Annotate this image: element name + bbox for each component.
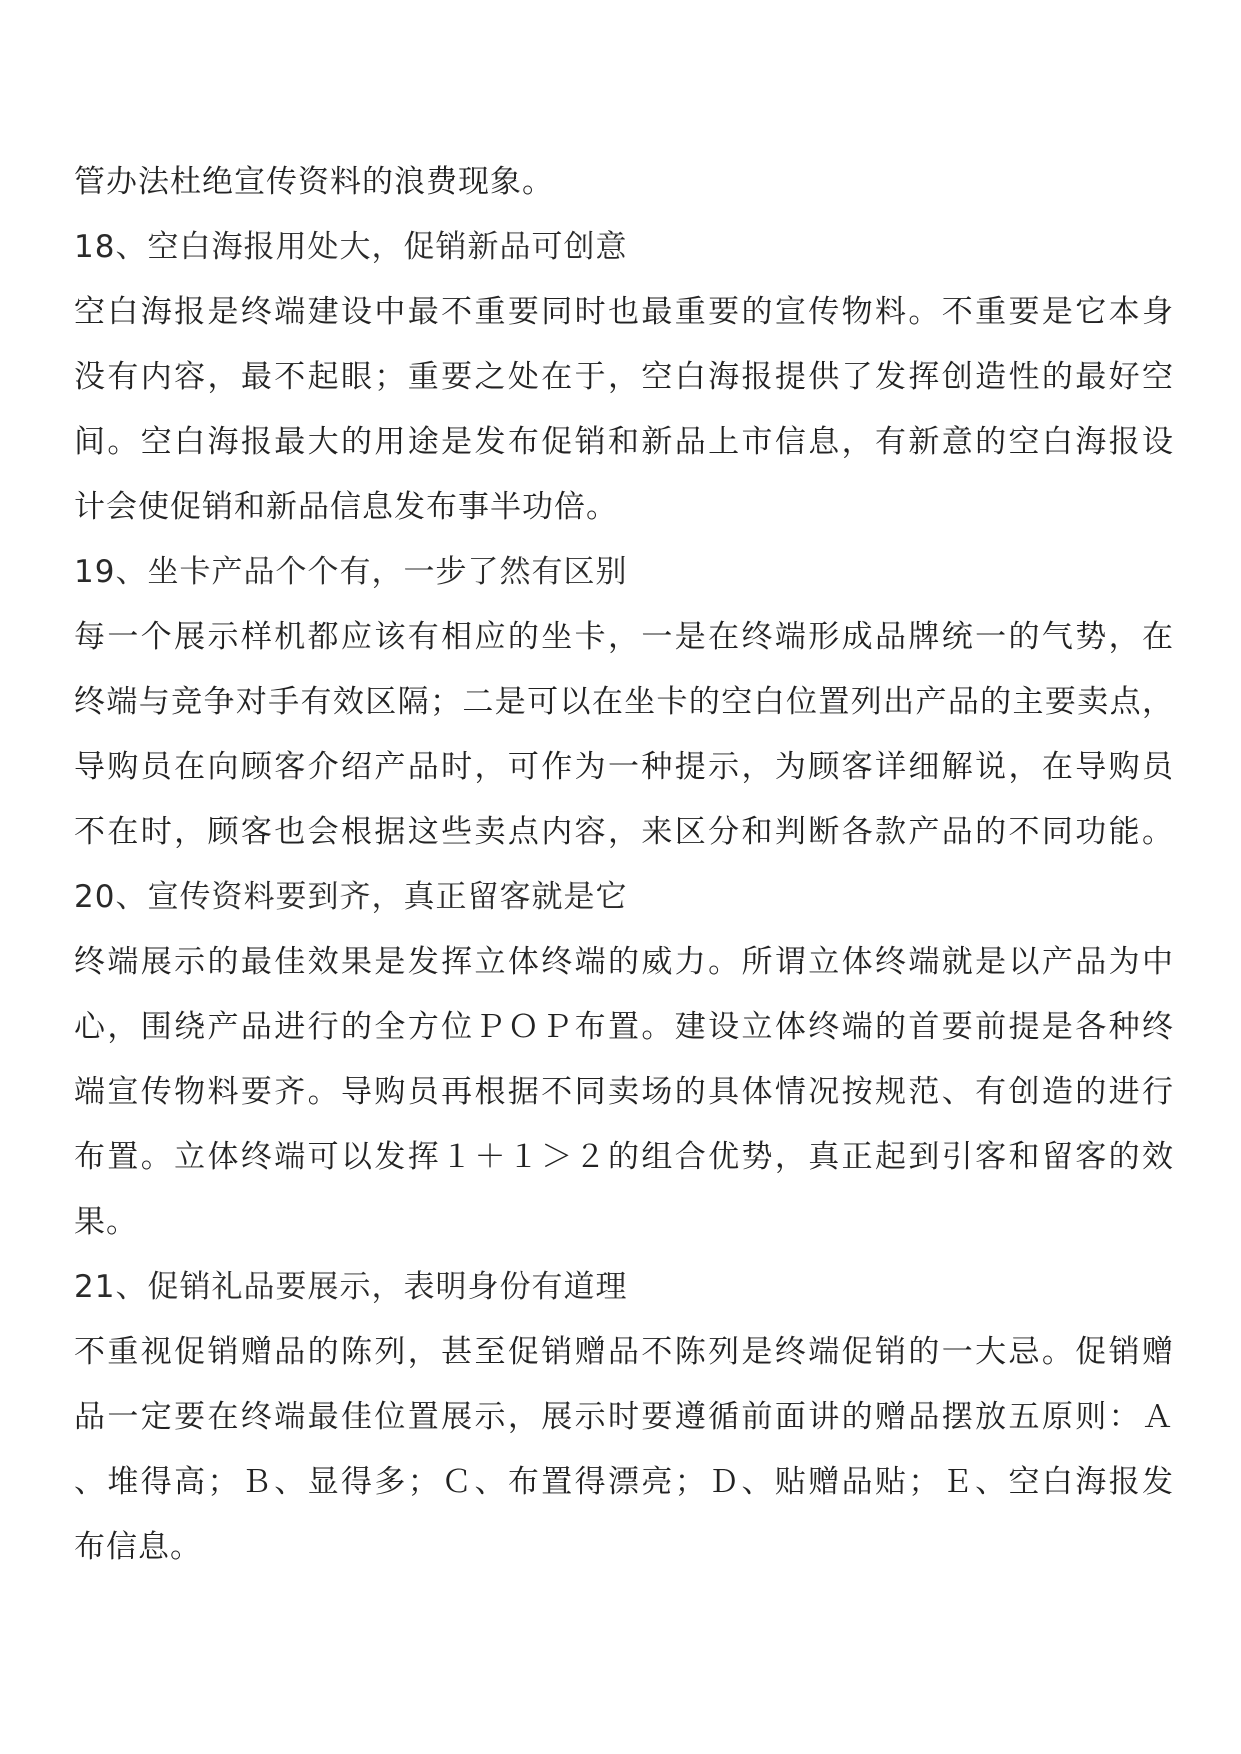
text-line-8: 每一个展示样机都应该有相应的坐卡，一是在终端形成品牌统一的气势，在 (74, 619, 1174, 655)
text-line-17: 果。 (74, 1204, 138, 1240)
text-line-22: 布信息。 (74, 1529, 202, 1565)
text-line-1: 管办法杜绝宣传资料的浪费现象。 (74, 164, 554, 200)
text-line-10: 导购员在向顾客介绍产品时，可作为一种提示，为顾客详细解说，在导购员 (74, 749, 1174, 785)
document-page (74, 150, 1174, 1580)
section-heading-21: 21、促销礼品要展示，表明身份有道理 (74, 1269, 628, 1305)
text-line-21: 、堆得高；Ｂ、显得多；Ｃ、布置得漂亮；Ｄ、贴赠品贴；Ｅ、空白海报发 (74, 1464, 1174, 1500)
text-line-4: 没有内容，最不起眼；重要之处在于，空白海报提供了发挥创造性的最好空 (74, 359, 1174, 395)
text-line-6: 计会使促销和新品信息发布事半功倍。 (74, 489, 618, 525)
text-line-15: 端宣传物料要齐。导购员再根据不同卖场的具体情况按规范、有创造的进行 (74, 1074, 1174, 1110)
text-line-9: 终端与竞争对手有效区隔；二是可以在坐卡的空白位置列出产品的主要卖点， (74, 684, 1174, 720)
section-heading-20: 20、宣传资料要到齐，真正留客就是它 (74, 879, 628, 915)
text-line-5: 间。空白海报最大的用途是发布促销和新品上市信息，有新意的空白海报设 (74, 424, 1174, 460)
section-heading-19: 19、坐卡产品个个有，一步了然有区别 (74, 554, 628, 590)
section-heading-18: 18、空白海报用处大，促销新品可创意 (74, 229, 628, 265)
text-line-13: 终端展示的最佳效果是发挥立体终端的威力。所谓立体终端就是以产品为中 (74, 944, 1174, 980)
text-line-3: 空白海报是终端建设中最不重要同时也最重要的宣传物料。不重要是它本身 (74, 294, 1174, 330)
text-line-14: 心，围绕产品进行的全方位ＰＯＰ布置。建设立体终端的首要前提是各种终 (74, 1009, 1174, 1045)
text-line-11: 不在时，顾客也会根据这些卖点内容，来区分和判断各款产品的不同功能。 (74, 814, 1174, 850)
text-line-20: 品一定要在终端最佳位置展示，展示时要遵循前面讲的赠品摆放五原则：Ａ (74, 1399, 1174, 1435)
text-line-16: 布置。立体终端可以发挥１＋１＞２的组合优势，真正起到引客和留客的效 (74, 1139, 1174, 1175)
text-line-19: 不重视促销赠品的陈列，甚至促销赠品不陈列是终端促销的一大忌。促销赠 (74, 1334, 1174, 1370)
